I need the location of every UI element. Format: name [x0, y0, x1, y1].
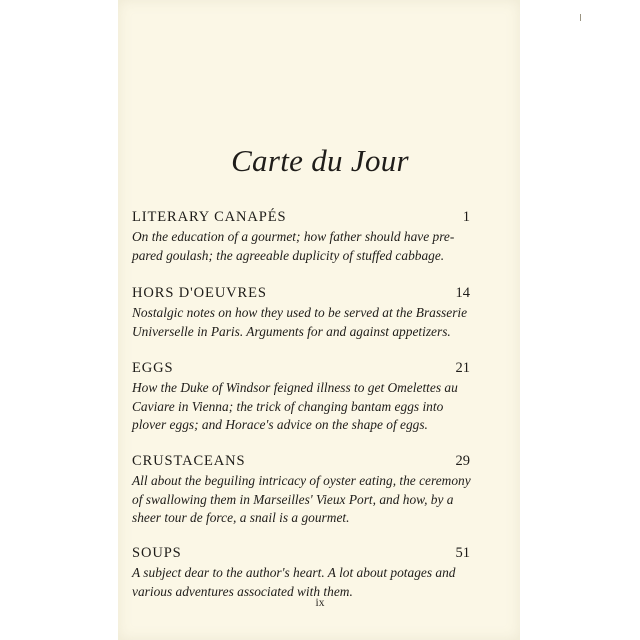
toc-entry-eggs	[132, 360, 470, 435]
description-line: pared goulash; the agreeable duplicity of stuffed cabbage.	[132, 247, 445, 263]
toc-entry-soups	[132, 545, 470, 601]
toc-entry-heading	[132, 545, 470, 564]
toc-entry-title: CRUSTACEANS	[132, 453, 246, 469]
toc-entry-page-number: 14	[455, 285, 470, 301]
toc-entry-heading	[132, 209, 470, 228]
toc-entry-title: LITERARY CANAPÉS	[132, 209, 287, 225]
toc-entry-page-number: 1	[462, 209, 470, 225]
description-line: All about the beguiling intricacy of oyster eating, the ceremony	[132, 473, 471, 488]
description-line: On the education of a gourmet; how father should have pre-	[132, 229, 455, 244]
description-line: plover eggs; and Horace's advice on the shape of eggs.	[132, 417, 428, 432]
toc-entry-title: EGGS	[132, 360, 174, 376]
page-mark	[580, 14, 581, 21]
toc-entry-heading	[132, 453, 470, 472]
page-folio: ix	[315, 597, 325, 609]
toc-entry-description	[132, 304, 470, 341]
toc-entry-title: HORS D'OEUVRES	[132, 285, 267, 301]
toc-entry-description	[132, 379, 470, 435]
toc-entry-page-number: 29	[455, 453, 470, 469]
toc-entry-literary-canapes	[132, 209, 470, 265]
toc-entry-page-number: 51	[455, 545, 470, 561]
toc-entry-description	[132, 564, 470, 601]
description-line: Universelle in Paris. Arguments for and against appetizers.	[132, 323, 451, 339]
toc-entry-title: SOUPS	[132, 545, 182, 561]
toc-entry-page-number: 21	[455, 360, 470, 376]
page-title: Carte du Jour	[231, 143, 409, 178]
toc-entry-heading	[132, 285, 470, 304]
toc-entry-crustaceans	[132, 453, 470, 528]
description-line: Caviare in Vienna; the trick of changing bantam eggs into	[132, 398, 444, 414]
toc-entry-heading	[132, 360, 470, 379]
toc-entry-description	[132, 228, 470, 265]
description-line: of swallowing them in Marseilles' Vieux Port, and how, by a	[132, 491, 454, 507]
description-line: sheer tour de force, a snail is a gourmet.	[132, 510, 350, 525]
description-line: Nostalgic notes on how they used to be served at the Brasserie	[132, 305, 468, 320]
description-line: various adventures associated with them.	[132, 583, 353, 599]
description-line: A subject dear to the author's heart. A lot about potages and	[132, 565, 456, 580]
description-line: How the Duke of Windsor feigned illness to get Omelettes au	[132, 380, 458, 395]
toc-entry-hors-doeuvres	[132, 285, 470, 341]
toc-entry-description	[132, 472, 470, 528]
